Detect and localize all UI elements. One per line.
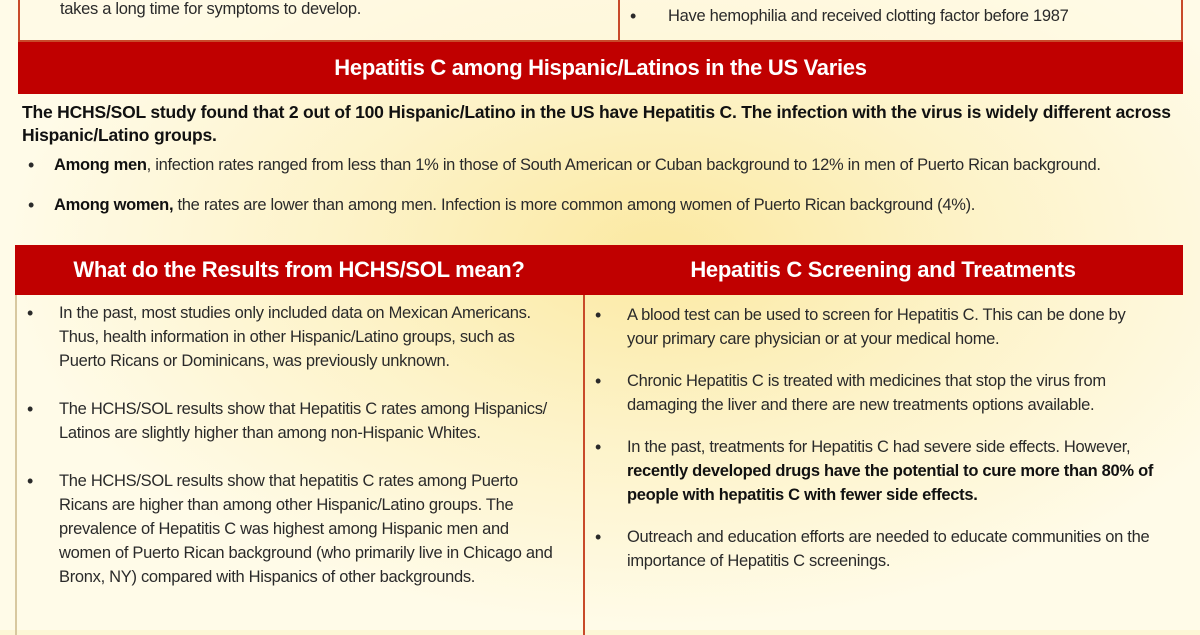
- results-header: What do the Results from HCHS/SOL mean?: [15, 245, 583, 295]
- risk-item: • Have hemophilia and received clotting factor before 1987: [620, 4, 1181, 28]
- screening-column: [583, 295, 1183, 635]
- intro-lead: The HCHS/SOL study found that 2 out of 100 Hispanic/Latino in the US have Hepatitis C. The infection with the virus is widely different across Hispanic/Latino groups.: [22, 102, 1171, 145]
- screening-item: • Outreach and education efforts are needed to educate communities on the importance of Hepatitis C screenings.: [585, 525, 1158, 573]
- screening-item: • A blood test can be used to screen for Hepatitis C. This can be done by your primary care physician or at your medical home.: [585, 303, 1158, 351]
- intro-item: • Among men, infection rates ranged from less than 1% in those of South American or Cuban background to 12% in men of Puerto Rican background.: [18, 153, 1182, 177]
- top-left-text: takes a long time for symptoms to develop.: [60, 0, 362, 18]
- screening-item: • Chronic Hepatitis C is treated with medicines that stop the virus from damaging the liver and there are new treatments options available.: [585, 369, 1158, 417]
- results-item: • The HCHS/SOL results show that hepatitis C rates among Puerto Ricans are higher than among other Hispanic/Latino groups. The prevalence of Hepatitis C was highest among Hispanic men and women of Puerto Rican background (who primarily live in Chicago and Bronx, NY) compared with Hispanics of other backgrounds.: [17, 469, 563, 589]
- results-column: [15, 295, 583, 635]
- results-item: • In the past, most studies only included data on Mexican Americans. Thus, health information in other Hispanic/Latino groups, such as Puerto Ricans or Dominicans, was previously unknown.: [17, 301, 563, 373]
- top-left-box: [18, 0, 620, 42]
- screening-header: Hepatitis C Screening and Treatments: [583, 245, 1183, 295]
- intro-item: • Among women, the rates are lower than among men. Infection is more common among women of Puerto Rican background (4%).: [18, 193, 1182, 217]
- section-banner: Hepatitis C among Hispanic/Latinos in the US Varies: [18, 42, 1183, 94]
- top-right-box: [618, 0, 1183, 42]
- screening-item: • In the past, treatments for Hepatitis C had severe side effects. However, recently developed drugs have the potential to cure more than 80% of people with hepatitis C with fewer side effects.: [585, 435, 1158, 507]
- results-item: • The HCHS/SOL results show that Hepatitis C rates among Hispanics/ Latinos are slightly higher than among non-Hispanic Whites.: [17, 397, 563, 445]
- intro-section: [22, 101, 1182, 217]
